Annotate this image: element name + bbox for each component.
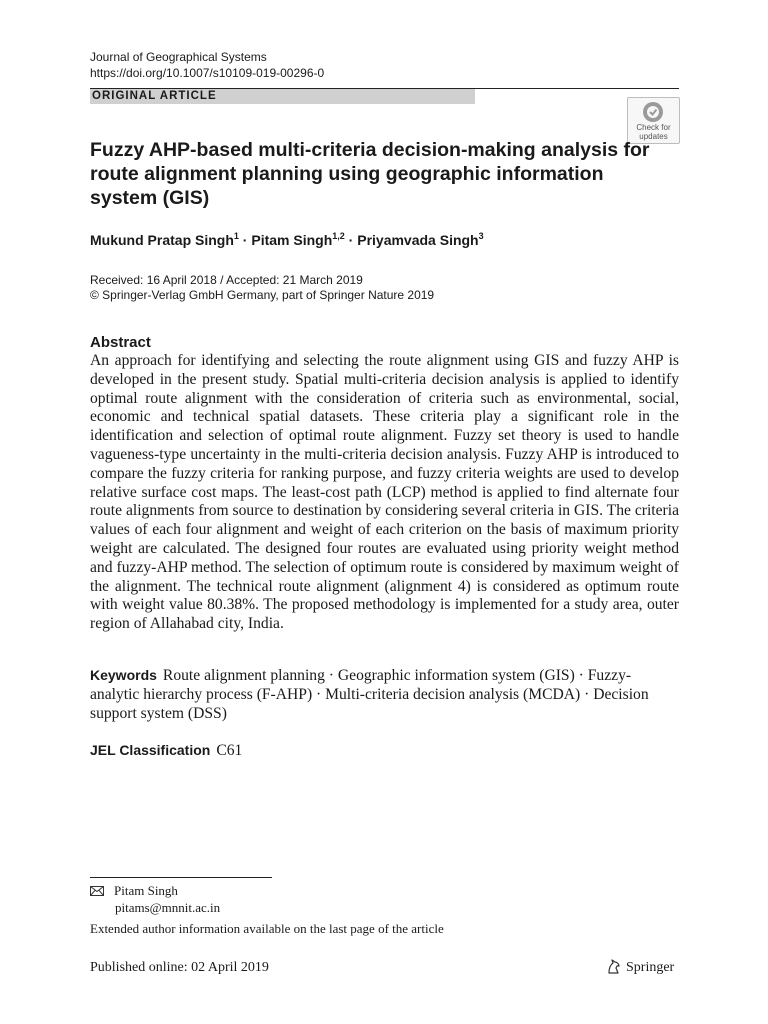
abstract-heading: Abstract: [90, 334, 151, 351]
doi-link[interactable]: https://doi.org/10.1007/s10109-019-00296-0: [90, 66, 325, 80]
author-affiliation: 1: [233, 231, 239, 241]
published-online-date: Published online: 02 April 2019: [90, 960, 269, 975]
abstract-text: An approach for identifying and selecting the route alignment using GIS and fuzzy AHP is developed in the present study. Spatial multi-criteria decision analysis is applied to identify optimal route alignment with the consideration of criteria such as environmental, social, economic and technical spatial datasets. These criteria play a significant role in the identification and selection of optimal route alignment. Fuzzy set theory is used to handle vagueness-type uncertainty in the multi-criteria decision analysis. Fuzzy AHP is introduced to compare the fuzzy criteria for ranking purpose, and fuzzy criteria weights are used to develop relative surface cost maps. The least-cost path (LCP) method is applied to find alternate four route alignments from source to destination by considering several criteria in GIS. The criteria values of each four alignment and weight of each criterion on the basis of maximum priority weight are calculated. The designed four routes are evaluated using priority weight method and fuzzy-AHP method. The selection of optimum route is considered by maximum weight of the alignment. The technical route alignment (alignment 4) is considered as optimum route with weight value 80.38%. The proposed methodology is implemented for a study area, outer region of Allahabad city, India.: [90, 352, 679, 633]
publisher-logo: [606, 958, 674, 980]
journal-header: [90, 49, 324, 81]
jel-label: JEL Classification: [90, 742, 211, 758]
journal-name: Journal of Geographical Systems: [90, 50, 267, 64]
check-for-updates-badge[interactable]: [627, 97, 680, 144]
article-dates: [90, 273, 434, 303]
author-separator: ·: [238, 232, 252, 248]
corresponding-author: [90, 882, 178, 900]
article-type-label: ORIGINAL ARTICLE: [92, 90, 217, 102]
keywords-section: [90, 666, 679, 723]
author-name[interactable]: Pitam Singh: [251, 232, 333, 248]
author-affiliation: 3: [478, 231, 484, 241]
received-accepted: Received: 16 April 2018 / Accepted: 21 March 2019: [90, 273, 363, 287]
footnote-rule: [90, 877, 272, 878]
copyright: © Springer-Verlag GmbH Germany, part of Springer Nature 2019: [90, 288, 435, 302]
publisher-name: Springer: [626, 960, 675, 975]
jel-value: C61: [216, 742, 243, 759]
crossmark-label: Check for updates: [636, 123, 671, 141]
author-name[interactable]: Priyamvada Singh: [357, 232, 479, 248]
corresponding-author-name: Pitam Singh: [114, 883, 178, 898]
springer-horse-icon: [606, 958, 622, 980]
extended-author-info: Extended author information available on the last page of the article: [90, 921, 444, 936]
author-name[interactable]: Mukund Pratap Singh: [90, 232, 234, 248]
keywords-text: Route alignment planning · Geographic information system (GIS) · Fuzzy-analytic hierarchy process (F-AHP) · Multi-criteria decision analysis (MCDA) · Decision support system (DSS): [90, 667, 649, 722]
author-separator: ·: [344, 232, 358, 248]
envelope-icon: [90, 883, 104, 900]
author-affiliation: 1,2: [332, 231, 345, 241]
article-title: Fuzzy AHP-based multi-criteria decision-making analysis for route alignment planning using geographic information system (GIS): [90, 139, 650, 209]
keywords-label: Keywords: [90, 667, 157, 683]
corresponding-author-email[interactable]: pitams@mnnit.ac.in: [115, 900, 221, 915]
jel-classification: [90, 741, 242, 760]
author-list: [90, 230, 484, 250]
crossmark-icon: [641, 101, 665, 123]
